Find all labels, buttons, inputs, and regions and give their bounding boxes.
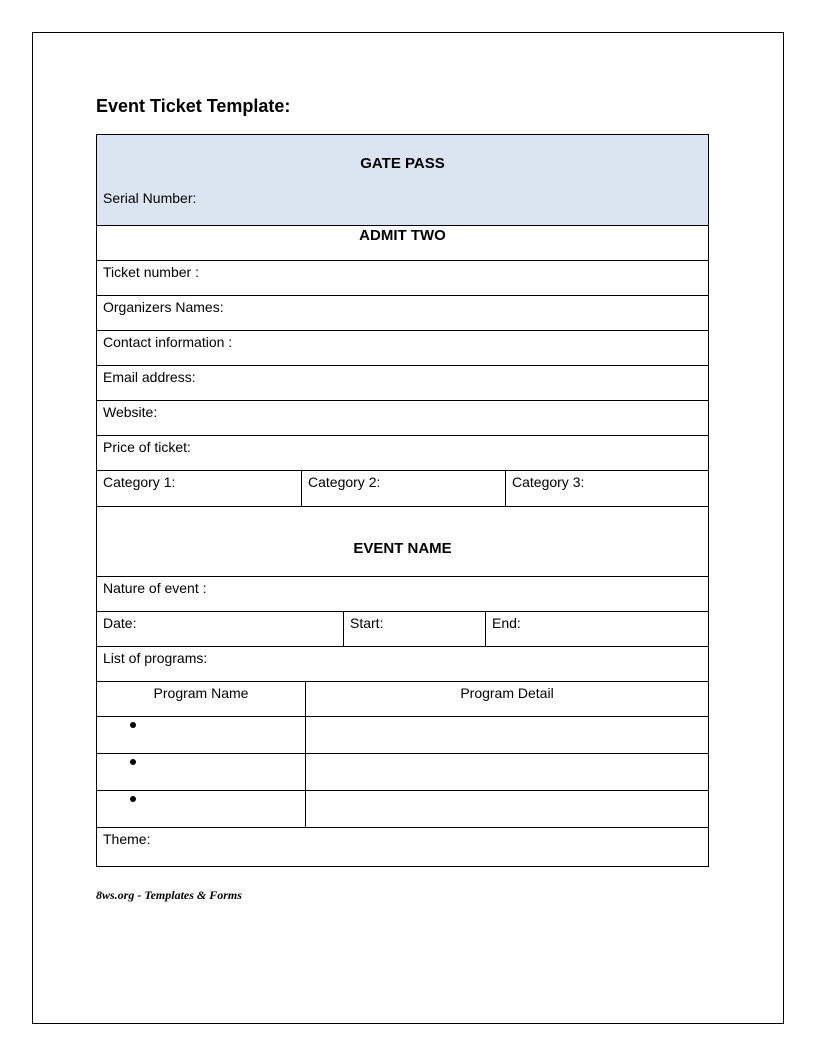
ticket-number-field[interactable]: Ticket number : (103, 264, 199, 280)
category-2-field[interactable]: Category 2: (301, 471, 505, 506)
program-detail-cell[interactable] (305, 754, 708, 790)
organizers-field[interactable]: Organizers Names: (103, 299, 224, 315)
price-field[interactable]: Price of ticket: (103, 439, 191, 455)
website-row (97, 401, 708, 436)
program-row (97, 717, 708, 754)
admit-row (97, 226, 708, 261)
serial-number-field[interactable]: Serial Number: (103, 190, 197, 206)
start-field[interactable]: Start: (343, 612, 485, 646)
program-detail-cell[interactable] (305, 791, 708, 827)
programs-row (97, 647, 708, 682)
program-name-cell[interactable] (97, 754, 305, 790)
nature-row (97, 577, 708, 612)
ticket-number-row (97, 261, 708, 296)
nature-field[interactable]: Nature of event : (103, 580, 207, 596)
category-row (97, 471, 708, 507)
program-name-cell[interactable] (97, 791, 305, 827)
program-row (97, 791, 708, 828)
program-detail-cell[interactable] (305, 717, 708, 753)
category-3-field[interactable]: Category 3: (505, 471, 708, 506)
website-field[interactable]: Website: (103, 404, 158, 420)
program-detail-header: Program Detail (305, 682, 708, 716)
date-row (97, 612, 708, 647)
admit-label: ADMIT TWO (359, 227, 446, 244)
program-header-row (97, 682, 708, 717)
programs-label: List of programs: (103, 650, 208, 666)
theme-row (97, 828, 708, 866)
theme-field[interactable]: Theme: (103, 831, 151, 847)
footer-text: 8ws.org - Templates & Forms (96, 888, 242, 902)
gate-pass-header (97, 135, 708, 226)
program-row (97, 754, 708, 791)
gate-pass-title: GATE PASS (360, 155, 445, 172)
category-1-field[interactable]: Category 1: (103, 474, 176, 490)
program-name-header: Program Name (153, 685, 249, 701)
contact-field[interactable]: Contact information : (103, 334, 233, 350)
bullet-icon (130, 796, 136, 802)
email-field[interactable]: Email address: (103, 369, 196, 385)
program-name-cell[interactable] (97, 717, 305, 753)
organizers-row (97, 296, 708, 331)
price-row (97, 436, 708, 471)
ticket-form (96, 134, 709, 867)
bullet-icon (130, 722, 136, 728)
event-name-row (97, 507, 708, 577)
contact-row (97, 331, 708, 366)
date-field[interactable]: Date: (103, 615, 137, 631)
document-title: Event Ticket Template: (96, 96, 291, 116)
event-name-label: EVENT NAME (353, 540, 452, 557)
end-field[interactable]: End: (485, 612, 708, 646)
bullet-icon (130, 759, 136, 765)
email-row (97, 366, 708, 401)
